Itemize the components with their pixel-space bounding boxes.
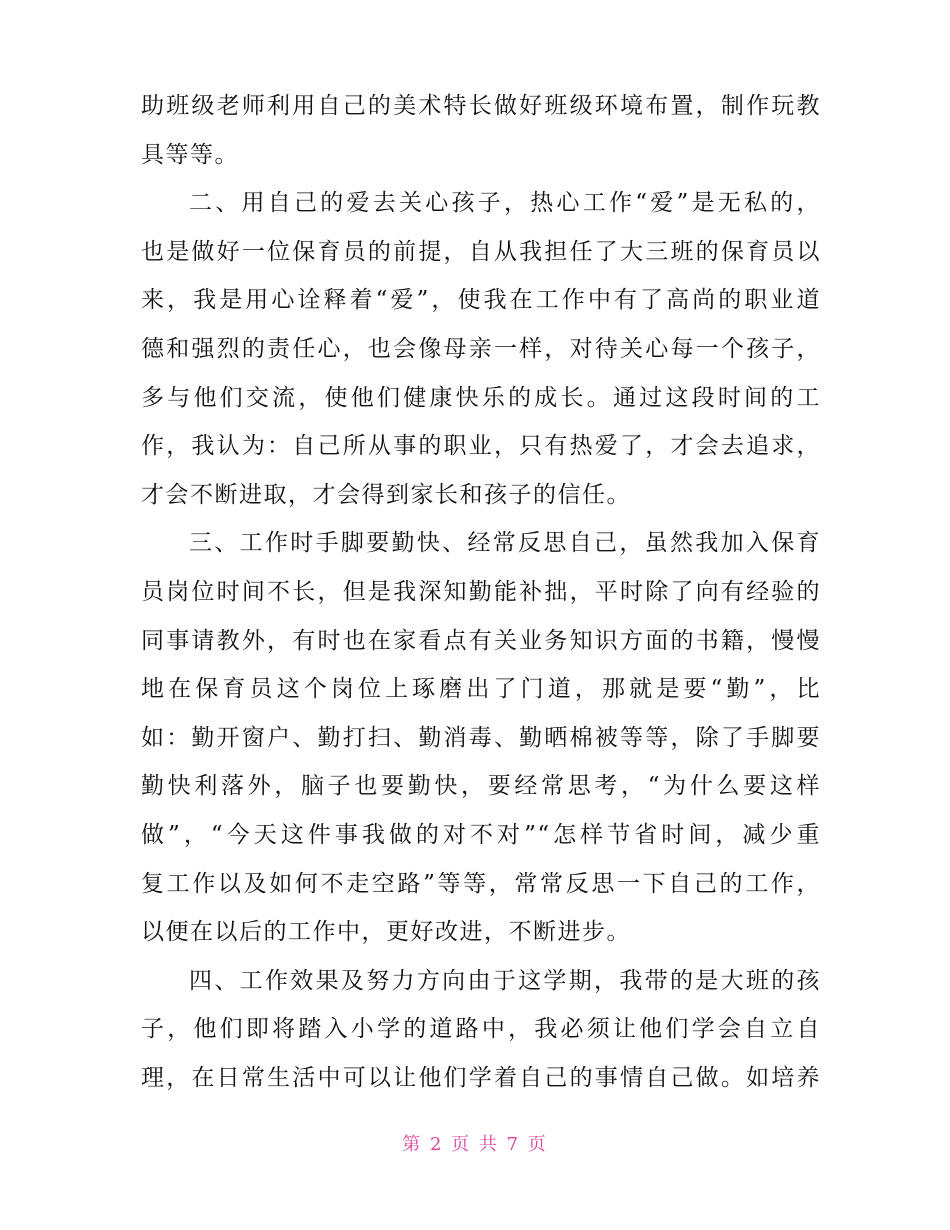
paragraph-start-line: 三、工作时手脚要勤快、经常反思自己，虽然我加入保育 bbox=[189, 530, 821, 557]
text-line: 同事请教外，有时也在家看点有关业务知识方面的书籍，慢慢 bbox=[141, 627, 821, 654]
text-line: 德和强烈的责任心，也会像母亲一样，对待关心每一个孩子， bbox=[141, 335, 821, 362]
text-line: 作，我认为：自己所从事的职业，只有热爱了，才会去追求， bbox=[141, 433, 821, 460]
text-line: 如：勤开窗户、勤打扫、勤消毒、勤晒棉被等等，除了手脚要 bbox=[141, 724, 821, 751]
text-line: 复工作以及如何不走空路”等等，常常反思一下自己的工作， bbox=[141, 870, 821, 897]
document-body bbox=[141, 82, 821, 1102]
paragraph-start-line: 二、用自己的爱去关心孩子，热心工作“爱”是无私的， bbox=[189, 190, 821, 217]
text-line: 地在保育员这个岗位上琢磨出了门道，那就是要“勤”，比 bbox=[141, 676, 821, 703]
text-line: 也是做好一位保育员的前提，自从我担任了大三班的保育员以 bbox=[141, 238, 821, 265]
text-line: 才会不断进取，才会得到家长和孩子的信任。 bbox=[141, 481, 631, 508]
text-line: 勤快利落外，脑子也要勤快，要经常思考，“为什么要这样 bbox=[141, 773, 821, 800]
text-line: 具等等。 bbox=[141, 141, 239, 168]
text-line: 员岗位时间不长，但是我深知勤能补拙，平时除了向有经验的 bbox=[141, 578, 821, 605]
text-line: 理，在日常生活中可以让他们学着自己的事情自己做。如培养 bbox=[141, 1064, 821, 1091]
paragraph-start-line: 四、工作效果及努力方向由于这学期，我带的是大班的孩 bbox=[189, 967, 821, 994]
text-line: 助班级老师利用自己的美术特长做好班级环境布置，制作玩教 bbox=[141, 93, 821, 119]
text-line: 来，我是用心诠释着“爱”，使我在工作中有了高尚的职业道 bbox=[141, 287, 821, 314]
text-line: 以便在以后的工作中，更好改进，不断进步。 bbox=[141, 919, 631, 946]
text-line: 子，他们即将踏入小学的道路中，我必须让他们学会自立自 bbox=[141, 1016, 821, 1043]
text-line: 做”，“今天这件事我做的对不对”“怎样节省时间，减少重 bbox=[141, 821, 821, 848]
text-line: 多与他们交流，使他们健康快乐的成长。通过这段时间的工 bbox=[141, 384, 821, 411]
page-number-footer: 第 2 页 共 7 页 bbox=[402, 1134, 548, 1155]
